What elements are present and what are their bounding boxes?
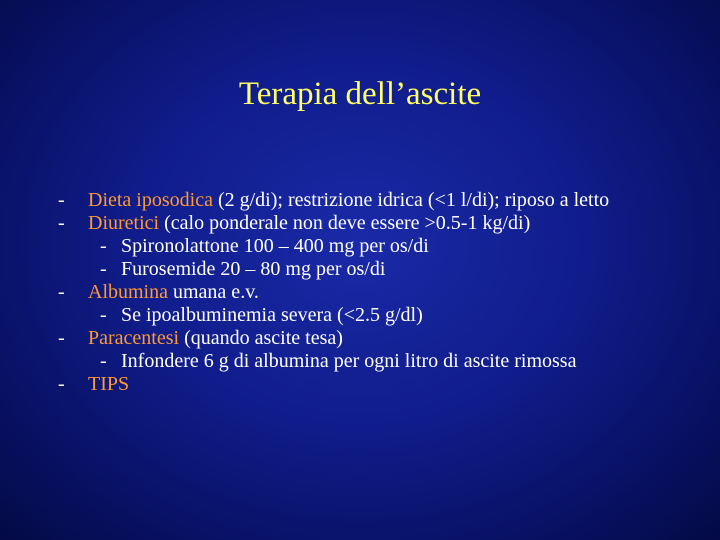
bullet-item bbox=[58, 327, 678, 350]
sub-bullet-text: Furosemide 20 – 80 mg per os/di bbox=[121, 258, 386, 280]
bullet-item bbox=[58, 373, 678, 396]
bullet-highlight: Albumina bbox=[88, 281, 168, 303]
bullet-marker: - bbox=[58, 212, 65, 234]
sub-bullet-marker: - bbox=[100, 304, 107, 326]
bullet-text: (calo ponderale non deve essere >0.5-1 kg/di) bbox=[159, 212, 531, 234]
slide-title: Terapia dell’ascite bbox=[238, 76, 482, 112]
bullet-list bbox=[58, 189, 678, 396]
bullet-item bbox=[58, 212, 678, 235]
bullet-highlight: Dieta iposodica bbox=[88, 189, 213, 211]
bullet-item bbox=[58, 281, 678, 304]
sub-bullet-item bbox=[58, 304, 678, 327]
sub-bullet-item bbox=[58, 258, 678, 281]
bullet-marker: - bbox=[58, 189, 65, 211]
sub-bullet-text: Infondere 6 g di albumina per ogni litro di ascite rimossa bbox=[121, 350, 577, 372]
bullet-marker: - bbox=[58, 327, 65, 349]
bullet-highlight: Diuretici bbox=[88, 212, 160, 234]
bullet-item bbox=[58, 189, 678, 212]
sub-bullet-text: Spironolattone 100 – 400 mg per os/di bbox=[121, 235, 429, 257]
sub-bullet-item bbox=[58, 350, 678, 373]
sub-bullet-text: Se ipoalbuminemia severa (<2.5 g/dl) bbox=[121, 304, 423, 326]
bullet-text: (2 g/di); restrizione idrica (<1 l/di); riposo a letto bbox=[212, 189, 610, 211]
sub-bullet-item bbox=[58, 235, 678, 258]
bullet-highlight: TIPS bbox=[88, 373, 130, 395]
bullet-highlight: Paracentesi bbox=[88, 327, 180, 349]
sub-bullet-marker: - bbox=[100, 258, 107, 280]
sub-bullet-marker: - bbox=[100, 350, 107, 372]
bullet-text: umana e.v. bbox=[168, 281, 259, 303]
bullet-text: (quando ascite tesa) bbox=[179, 327, 343, 349]
bullet-marker: - bbox=[58, 373, 65, 395]
bullet-marker: - bbox=[58, 281, 65, 303]
sub-bullet-marker: - bbox=[100, 235, 107, 257]
